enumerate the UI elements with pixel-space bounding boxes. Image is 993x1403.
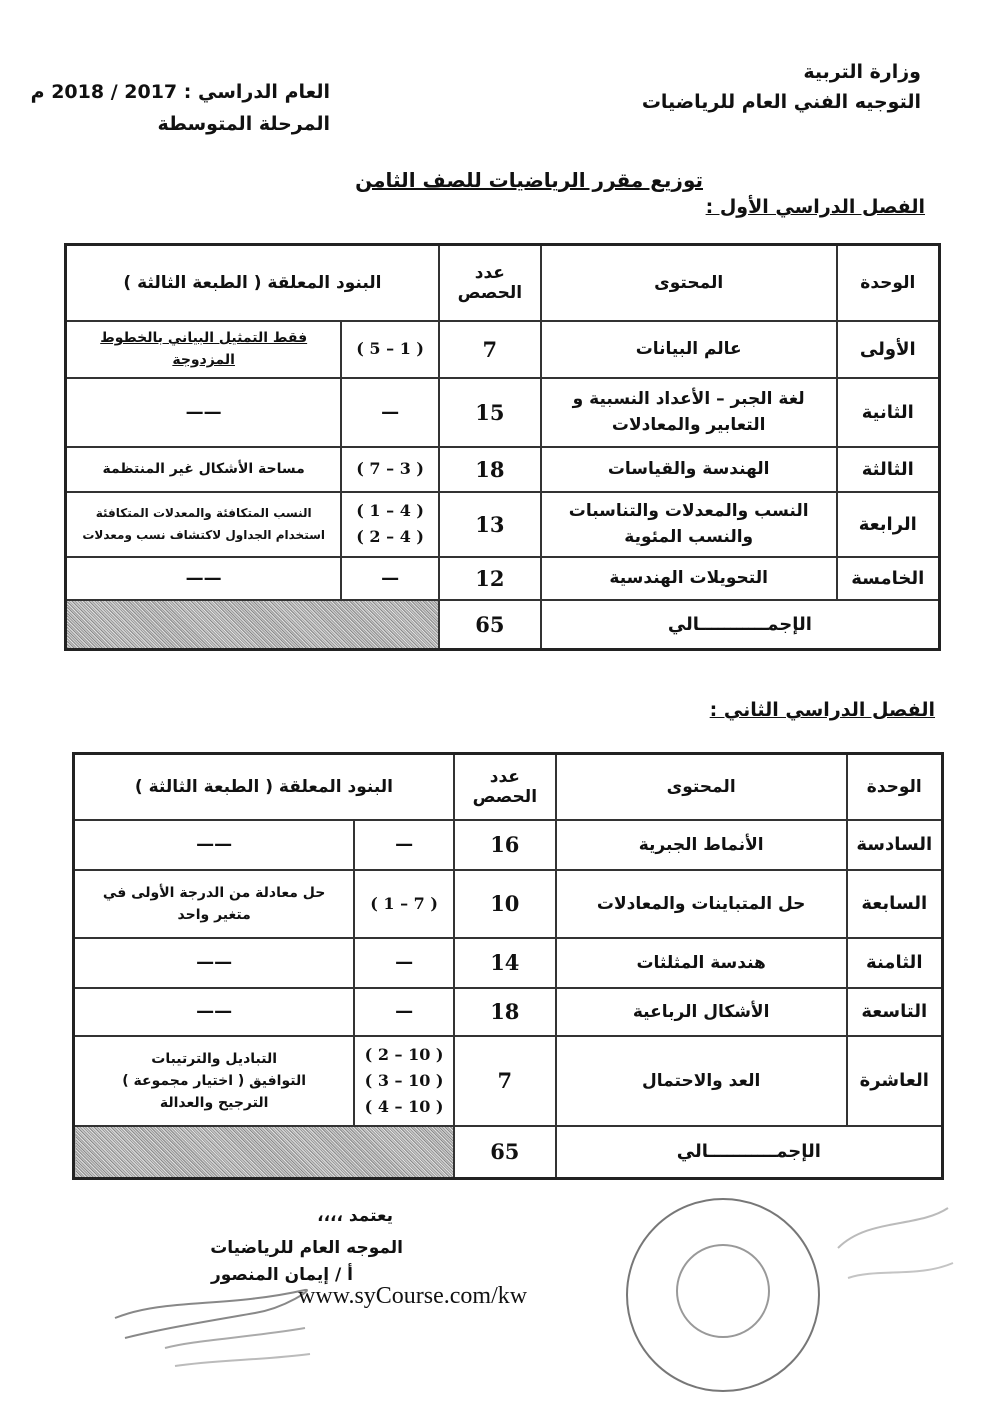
periods-cell: 13 (439, 492, 541, 557)
unit-cell: الخامسة (837, 557, 940, 600)
table-header-row (66, 245, 940, 321)
table-row (66, 557, 940, 600)
content-cell: النسب والمعدلات والتناسبات والنسب المئوية (541, 492, 837, 557)
code-cell: — (354, 988, 454, 1036)
code-cell: ( 10 – 2 ) ( 10 – 3 ) ( 10 – 4 ) (354, 1036, 454, 1126)
table-row (66, 492, 940, 557)
content-cell: الأنماط الجبرية (556, 820, 847, 870)
supervisor-role: الموجه العام للرياضيات (210, 1238, 403, 1258)
code-cell: — (354, 820, 454, 870)
note-cell: حل معادلة من الدرجة الأولى في متغير واحد (74, 870, 355, 938)
content-cell: لغة الجبر – الأعداد النسبية و التعابير والمعادلات (541, 378, 837, 447)
code-cell: ( 4 – 1 ) ( 4 – 2 ) (341, 492, 439, 557)
periods-cell: 7 (454, 1036, 556, 1126)
page-title: توزيع مقرر الرياضيات للصف الثامن (355, 168, 703, 192)
periods-cell: 12 (439, 557, 541, 600)
total-label: الإجمـــــــــــالي (541, 600, 940, 650)
unit-cell: الثامنة (847, 938, 943, 988)
content-cell: التحويلات الهندسية (541, 557, 837, 600)
table-row (74, 820, 943, 870)
note-cell: —— (74, 988, 355, 1036)
unit-cell: التاسعة (847, 988, 943, 1036)
header-periods: عدد الحصص (454, 754, 556, 820)
content-cell: عالم البيانات (541, 321, 837, 378)
semester-1-table (64, 243, 941, 651)
note-cell: —— (74, 820, 355, 870)
school-stage: المرحلة المتوسطة (157, 113, 330, 135)
header-suspended: البنود المعلقة ( الطبعة الثالثة ) (74, 754, 454, 820)
unit-cell: السابعة (847, 870, 943, 938)
approval-text: يعتمد ،،،، (317, 1206, 393, 1226)
code-cell: — (341, 378, 439, 447)
note-cell: مساحة الأشكال غير المنتظمة (66, 447, 342, 492)
note-cell: التباديل والترتيبات التوافيق ( اختيار مجموعة ) الترجيح والعدالة (74, 1036, 355, 1126)
semester-2-table (72, 752, 944, 1180)
content-cell: العد والاحتمال (556, 1036, 847, 1126)
header-unit: الوحدة (847, 754, 943, 820)
total-row (74, 1126, 943, 1179)
ministry-name: وزارة التربية (803, 61, 921, 83)
supervisor-name: أ / إيمان المنصور (210, 1265, 353, 1285)
department-name: التوجيه الفني العام للرياضيات (641, 91, 921, 113)
note-cell: —— (66, 378, 342, 447)
total-row (66, 600, 940, 650)
content-cell: الهندسة والقياسات (541, 447, 837, 492)
code-cell: — (341, 557, 439, 600)
table-row (74, 938, 943, 988)
shaded-cell (66, 600, 439, 650)
official-seal (626, 1198, 820, 1392)
header-content: المحتوى (556, 754, 847, 820)
total-label: الإجمـــــــــــالي (556, 1126, 943, 1179)
periods-cell: 16 (454, 820, 556, 870)
header-content: المحتوى (541, 245, 837, 321)
unit-cell: الثالثة (837, 447, 940, 492)
table-row (74, 1036, 943, 1126)
header-unit: الوحدة (837, 245, 940, 321)
academic-year: العام الدراسي : 2017 / 2018 م (30, 81, 330, 103)
total-value: 65 (439, 600, 541, 650)
table-row (74, 870, 943, 938)
periods-cell: 7 (439, 321, 541, 378)
table-row (66, 447, 940, 492)
code-cell: ( 3 – 7 ) (341, 447, 439, 492)
header-suspended: البنود المعلقة ( الطبعة الثالثة ) (66, 245, 439, 321)
content-cell: حل المتباينات والمعادلات (556, 870, 847, 938)
code-cell: — (354, 938, 454, 988)
note-cell: فقط التمثيل البياني بالخطوط المزدوجة (66, 321, 342, 378)
periods-cell: 18 (439, 447, 541, 492)
table-row (74, 988, 943, 1036)
note-cell: —— (74, 938, 355, 988)
unit-cell: السادسة (847, 820, 943, 870)
semester-2-label: الفصل الدراسي الثاني : (709, 699, 935, 721)
content-cell: الأشكال الرباعية (556, 988, 847, 1036)
semester-1-label: الفصل الدراسي الأول : (705, 196, 925, 218)
periods-cell: 18 (454, 988, 556, 1036)
code-cell: ( 1 – 5 ) (341, 321, 439, 378)
header-periods: عدد الحصص (439, 245, 541, 321)
unit-cell: الأولى (837, 321, 940, 378)
periods-cell: 15 (439, 378, 541, 447)
seal-emblem-icon (676, 1244, 770, 1338)
periods-cell: 10 (454, 870, 556, 938)
note-cell: —— (66, 557, 342, 600)
unit-cell: العاشرة (847, 1036, 943, 1126)
unit-cell: الرابعة (837, 492, 940, 557)
unit-cell: الثانية (837, 378, 940, 447)
note-cell: النسب المتكافئة والمعدلات المتكافئة استخدام الجداول لاكتشاف نسب ومعدلات (66, 492, 342, 557)
periods-cell: 14 (454, 938, 556, 988)
margin-scribble (818, 1178, 968, 1308)
table-header-row (74, 754, 943, 820)
shaded-cell (74, 1126, 454, 1179)
total-value: 65 (454, 1126, 556, 1179)
table-row (66, 321, 940, 378)
content-cell: هندسة المثلثات (556, 938, 847, 988)
code-cell: ( 7 – 1 ) (354, 870, 454, 938)
table-row (66, 378, 940, 447)
watermark-url: www.syCourse.com/kw (298, 1283, 528, 1309)
